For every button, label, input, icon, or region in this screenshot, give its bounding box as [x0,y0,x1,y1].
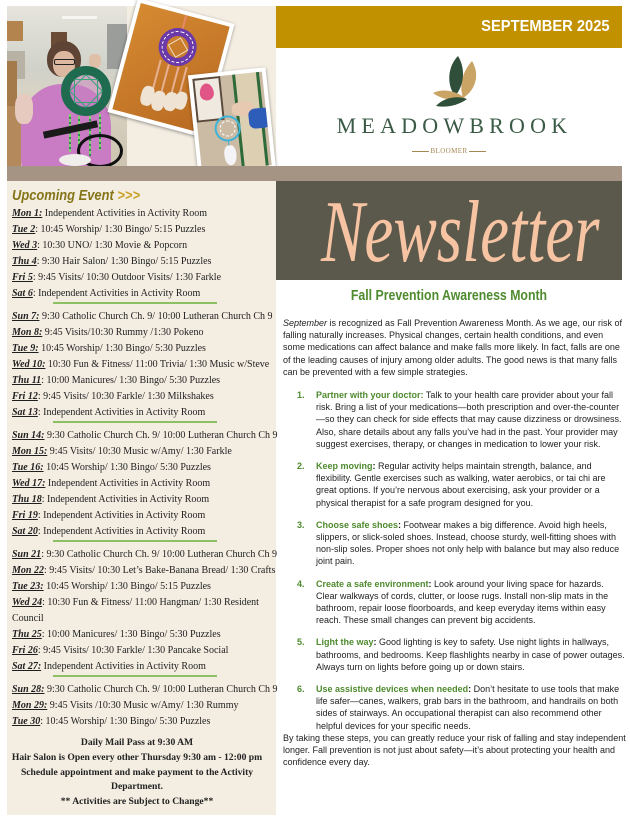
tip-item [283,636,627,673]
schedule-entry [12,222,274,238]
day-label: Thu 18 [12,494,42,505]
week-group [12,682,278,730]
day-activities: : 9:45 Visits/ 10:30 Outdoor Visits/ 1:30 Farkle [32,272,222,283]
tip-lead: Create a safe environment [316,578,429,589]
day-activities: 9:45 Visits /10:30 Music w/Amy/ 1:30 Rummy [47,700,239,711]
schedule-entry [12,476,274,492]
tip-sep: : [428,578,432,589]
article-heading: Fall Prevention Awareness Month [350,287,548,304]
schedule-entry [12,627,274,643]
schedule-entry [12,286,274,302]
schedule-entry [12,595,274,627]
day-label: Tue 30 [12,716,41,727]
week-group [12,309,274,421]
dash-divider [412,151,429,152]
arrows-icon: >>> [113,187,140,204]
day-label: Tue 9: [12,343,39,354]
day-label: Sat 6 [12,288,33,299]
day-label: Wed 17: [12,478,46,489]
week-group [12,206,274,302]
photo-cabinet [7,21,23,41]
week-separator [53,421,217,423]
schedule-entry [12,714,274,730]
schedule-entry [12,341,274,357]
upcoming-events-title: Upcoming Event [12,187,114,204]
day-activities: : 9:45 Visits/ 10:30 Let’s Bake-Banana Bread/ 1:30 Crafts [43,565,276,576]
schedule-entry [12,460,274,476]
tip-text [316,578,626,627]
day-activities: Independent Activities in Activity Room [41,661,206,672]
day-label: Sun 7: [12,311,40,322]
day-label: Wed 3 [12,240,38,251]
day-label: Sat 13 [12,407,38,418]
day-label: Mon 8: [12,327,43,338]
tip-item [283,389,627,450]
day-label: Fri 26 [12,645,38,656]
day-label: Thu 25 [12,629,42,640]
tip-item [283,519,627,568]
tip-lead: Choose safe shoes [316,519,399,530]
schedule-entry [12,428,278,444]
day-activities: : Independent Activities in Activity Room [37,407,206,418]
week-separator [53,675,217,677]
tip-number: 1. [297,390,305,401]
tip-item [283,578,627,627]
schedule-entry [12,547,277,563]
day-activities: : Independent Activities in Activity Room [37,510,206,521]
tip-item [283,683,627,732]
day-activities: 9:30 Catholic Church Ch. 9/ 10:00 Lutheran Church Ch 9 [44,430,278,441]
day-label: Tue 23: [12,581,44,592]
tip-text [316,389,626,450]
date-banner [276,6,622,48]
hair-salon-note: Hair Salon is Open every other Thursday 9:30 am - 12:00 pm [11,752,263,763]
day-activities: : 9:30 Catholic Church Ch. 9/ 10:00 Lutheran Church Ch 9 [41,549,277,560]
newsletter-title-box [276,181,622,280]
schedule-entry [12,698,274,714]
logo-tagline-text: BLOOMER [430,147,468,155]
tip-text [316,460,626,509]
day-activities: : 10:30 UNO/ 1:30 Movie & Popcorn [37,240,188,251]
tip-body: Regular activity helps maintain strength, balance, and flexibility. Gentle exercises such as walking, water aerobics, or tai chi are great options. If you’re nervous about exercising, ask your provider or a physical therapist for a safe program designed for you. [316,461,606,508]
newsletter-title: Newsletter [320,184,600,280]
tip-sep: : [468,684,472,695]
mail-pass-note: Daily Mail Pass at 9:30 AM [80,737,194,748]
day-activities: 10:45 Worship/ 1:30 Bingo/ 5:30 Puzzles [43,462,211,473]
logo-wordmark: MEADOWBROOK [336,113,573,138]
day-activities: 9:30 Catholic Church Ch. 9/ 10:00 Lutheran Church Ch 9 [39,311,273,322]
tip-number: 6. [297,684,305,695]
tip-lead: Partner with your doctor: [316,390,424,401]
schedule-entry [12,563,274,579]
day-activities: : 10:30 Fun & Fitness/ 11:00 Hangman/ 1:30 Resident Council [12,597,259,624]
day-activities: 9:45 Visits/10:30 Rummy /1:30 Pokeno [42,327,204,338]
article-intro [283,317,627,378]
tip-text [316,519,626,568]
schedule-entry [12,325,274,341]
issue-date: SEPTEMBER 2025 [481,18,610,35]
tip-body: Look around your living space for hazards. Clear walkways of cords, clutter, or loose rugs. Install non-slip mats in the bathroom, repair loose floorboards, and keep everyday items within easy reach. These small changes can prevent big accidents. [316,578,609,626]
schedule-entry [12,270,274,286]
week-group [12,547,277,675]
day-label: Mon 29: [12,700,48,711]
tips-list [283,389,627,732]
schedule-entry [12,444,274,460]
tip-body: Talk to your health care provider about your fall risk. Bring a list of your medications—both prescription and over-the-counter—so they can check for side effects that may cause dizziness or drowsiness. Also, share details about any falls you’ve had in the past. Your provider may suggest exercises, therapy, or changes in medication to lower your risk. [316,390,622,449]
tip-lead: Keep moving [316,461,373,472]
tip-lead: Light the way [316,637,374,648]
day-activities: : Independent Activities in Activity Room [37,526,206,537]
photo-string [152,60,161,89]
tip-number: 4. [297,578,305,589]
day-label: Fri 19 [12,510,38,521]
divider-bar [7,166,622,181]
schedule-entry [12,659,274,675]
schedule-entry [12,643,274,659]
day-label: Tue 2 [12,224,36,235]
day-label: Thu 11 [12,375,42,386]
tip-body: Don’t hesitate to use tools that make life safer—canes, walkers, grab bars in the bathroom, and handrails on both sides of stairways. An occupational therapist can also recommend other helpful devices for your specific needs. [316,684,620,731]
day-label: Sat 20 [12,526,38,537]
day-activities: 9:45 Visits/ 10:30 Music w/Amy/ 1:30 Farkle [47,446,232,457]
day-label: Sun 21 [12,549,42,560]
day-label: Sun 28: [12,684,45,695]
photo-glasses [54,59,75,65]
schedule-entry [12,682,278,698]
day-activities: : Independent Activities in Activity Room [32,288,201,299]
dash-divider [469,151,486,152]
day-activities: 10:45 Worship/ 1:30 Bingo/ 5:30 Puzzles [38,343,206,354]
day-label: Mon 1: [12,208,43,219]
day-activities: : 9:30 Hair Salon/ 1:30 Bingo/ 5:15 Puzzles [36,256,212,267]
photo-feather [223,145,237,166]
day-activities: 10:30 Fun & Fitness/ 11:00 Trivia/ 1:30 Music w/Steve [45,359,270,370]
tip-text [316,636,626,673]
day-activities: : Independent Activities in Activity Room [41,494,210,505]
schedule-entry [12,405,274,421]
article-body [283,317,627,769]
schedule-entry [12,579,274,595]
upcoming-events-heading [12,187,140,205]
photo-blue-dreamcatcher [188,67,276,177]
schedule-entry [12,389,274,405]
day-activities: : 10:45 Worship/ 1:30 Bingo/ 5:30 Puzzles [40,716,211,727]
day-activities: : 9:45 Visits/ 10:30 Farkle/ 1:30 Milkshakes [37,391,214,402]
tip-sep: : [373,637,377,648]
intro-emphasis: September [283,318,328,328]
schedule-entry [12,373,274,389]
schedule-entry [12,238,274,254]
day-activities: : 10:45 Worship/ 1:30 Bingo/ 5:15 Puzzles [35,224,206,235]
schedule-entry [12,357,274,373]
leaf-logo-icon [430,52,480,108]
day-label: Thu 4 [12,256,37,267]
appointment-note: Schedule appointment and make payment to the Activity Department. [20,767,254,792]
tip-number: 2. [297,461,305,472]
day-label: Sat 27: [12,661,42,672]
subject-to-change-note: ** Activities are Subject to Change** [60,796,214,807]
tip-text [316,683,626,732]
schedule-entry [12,254,274,270]
week-separator [53,540,217,542]
week-group [12,428,278,540]
day-label: Mon 15: [12,446,48,457]
logo-tagline [276,146,622,156]
day-activities: : 10:00 Manicures/ 1:30 Bingo/ 5:30 Puzzles [41,629,221,640]
schedule-entry [12,492,274,508]
tip-number: 3. [297,519,305,530]
photo-feather [59,154,91,166]
day-activities: Independent Activities in Activity Room [42,208,207,219]
photo-frame [192,72,271,173]
day-label: Mon 22 [12,565,44,576]
day-label: Wed 24 [12,597,43,608]
day-label: Sun 14: [12,430,45,441]
day-activities: 10:45 Worship/ 1:30 Bingo/ 5:15 Puzzles [43,581,211,592]
photo-arm [15,94,33,124]
day-activities: Independent Activities in Activity Room [45,478,211,489]
day-activities: 9:30 Catholic Church Ch. 9/ 10:00 Lutheran Church Ch 9 [44,684,278,695]
tip-lead: Use assistive devices when needed [316,684,469,695]
article-closing: By taking these steps, you can greatly reduce your risk of falling and stay independent longer. Fall prevention is not just about safety—it’s about protecting your health and confidence every day. [283,732,626,768]
photo-blue-sleeve [248,107,272,129]
day-activities: : 9:45 Visits/ 10:30 Farkle/ 1:30 Pancake Social [37,645,229,656]
intro-text: is recognized as Fall Prevention Awareness Month. As we age, our risk of falling naturally increases. Physical changes, certain health conditions, and even some medications can affect balance and make falls more likely. In fact, falls are one of the leading causes of injury among older adults. The good news is that many falls can be prevented with a few simple strategies. [283,318,623,377]
tip-sep: : [372,461,376,472]
activity-schedule [11,206,278,810]
schedule-entry [12,309,274,325]
schedule-entry [12,508,274,524]
schedule-entry [12,524,274,540]
tip-body: Good lighting is key to safety. Use night lights in hallways, bathrooms, and bedrooms. Keep flashlights nearby in case of power outages. Always turn on lights before going up or down stairs. [316,637,625,672]
photo-string [170,67,179,94]
day-label: Tue 16: [12,462,44,473]
photo-ceiling-light [62,16,97,19]
tip-item [283,460,627,509]
schedule-entry [12,206,274,222]
photo-resident-with-green-dreamcatcher [7,6,127,166]
photo-string [160,64,169,93]
day-activities: : 10:00 Manicures/ 1:30 Bingo/ 5:30 Puzzles [41,375,221,386]
schedule-notes [6,736,268,809]
day-label: Fri 5 [12,272,33,283]
photo-string [179,67,187,93]
day-label: Wed 10: [12,359,46,370]
day-label: Fri 12 [12,391,38,402]
week-separator [53,302,217,304]
tip-sep: : [398,519,402,530]
tip-body: Footwear makes a big difference. Avoid high heels, slippers, or slick-soled shoes. Instead, choose sturdy, well-fitting shoes with non-slip soles. Proper shoes not only help with balance but may also reduce joint pain. [316,519,620,567]
tip-number: 5. [297,637,305,648]
photo-web [74,79,98,103]
